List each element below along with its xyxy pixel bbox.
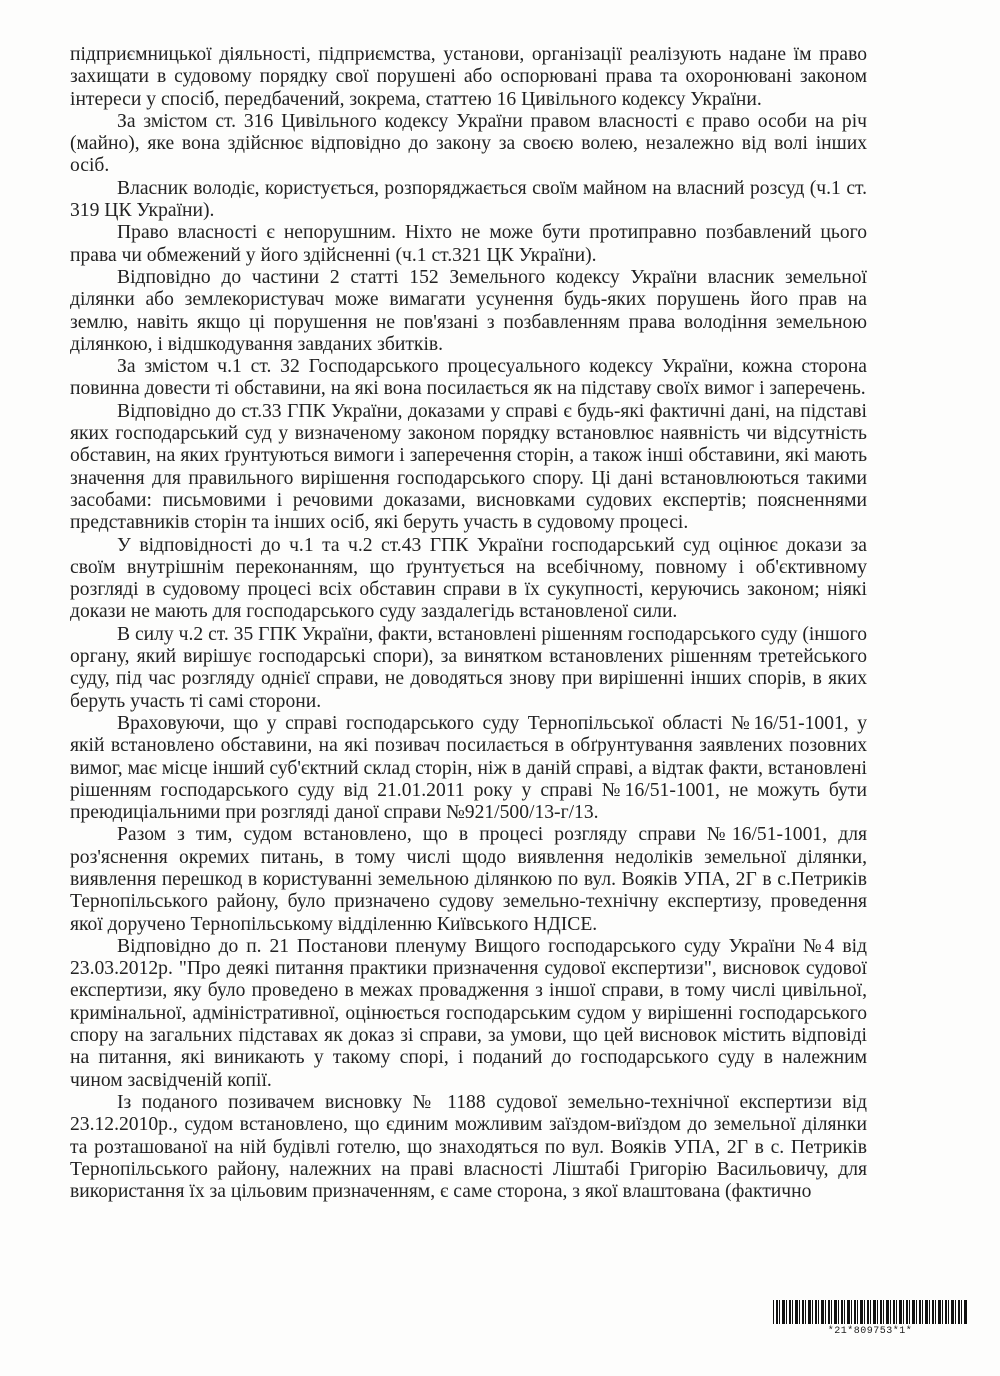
paragraph: Із поданого позивачем висновку № 1188 судової земельно-технічної експертизи від 23.12.2010р., судом встановлено, що єдиним можливим заїздом-виїздом до земельної ділянки та розташованої на ній будівлі готелю, що знаходяться по вул. Вояків УПА, 2Г в с. Петриків Тернопільського району, належних на праві власності Ліштабі Григорію Васильовичу, для використання їх за цільовим призначенням, є саме сторона, з якої влаштована (фактично <box>70 1091 867 1203</box>
paragraph: Відповідно до частини 2 статті 152 Земельного кодексу України власник земельної ділянки або землекористувач може вимагати усунення будь-яких порушень його прав на землю, навіть якщо ці порушення не пов'язані з позбавленням права володіння земельною ділянкою, і відшкодування завданих збитків. <box>70 266 867 355</box>
paragraph: підприємницької діяльності, підприємства, установи, організації реалізують надане їм право захищати в судовому порядку свої порушені або оспорювані права та охоронювані законом інтереси у спосіб, передбачений, зокрема, статтею 16 Цивільного кодексу України. <box>70 44 867 110</box>
paragraph: Відповідно до ст.33 ГПК України, доказами у справі є будь-які фактичні дані, на підставі яких господарський суд у визначеному законом порядку встановлює наявність чи відсутність обставин, на яких ґрунтуються вимоги і заперечення сторін, а також інші обставини, які мають значення для правильного вирішення господарського спору. Ці дані встановлюються такими засобами: письмовими і речовими доказами, висновками судових експертів; поясненнями представників сторін та інших осіб, які беруть участь в судовому процесі. <box>70 400 867 534</box>
paragraph: Власник володіє, користується, розпоряджається своїм майном на власний розсуд (ч.1 ст. 319 ЦК України). <box>70 177 867 222</box>
paragraph: Разом з тим, судом встановлено, що в процесі розгляду справи №16/51-1001, для роз'яснення окремих питань, в тому числі щодо виявлення недоліків земельної ділянки, виявлення перешкод в користуванні земельною ділянкою по вул. Вояків УПА, 2Г в с.Петриків Тернопільського району, було призначено судову земельно-технічну експертизу, проведення якої доручено Тернопільському відділенню Київського НДІСЕ. <box>70 824 867 935</box>
document-body <box>70 44 867 1203</box>
paragraph: За змістом ст. 316 Цивільного кодексу України правом власності є право особи на річ (майно), яке вона здійснює відповідно до закону за своєю волею, незалежно від волі інших осіб. <box>70 110 867 177</box>
barcode-bars <box>773 1300 967 1324</box>
barcode-number: *21*809753*1* <box>827 1326 913 1337</box>
paragraph: В силу ч.2 ст. 35 ГПК України, факти, встановлені рішенням господарського суду (іншого органу, який вирішує господарські спори), за винятком встановлених рішенням третейського суду, під час розгляду однієї справи, не доводяться знову при вирішенні інших спорів, в яких беруть участь ті самі сторони. <box>70 623 867 712</box>
paragraph: У відповідності до ч.1 та ч.2 ст.43 ГПК України господарський суд оцінює докази за своїм внутрішнім переконанням, що ґрунтується на всебічному, повному і об'єктивному розгляді в судовому процесі всіх обставин справи в їх сукупності, керуючись законом; ніякі докази не мають для господарського суду заздалегідь встановленої сили. <box>70 534 867 623</box>
paragraph: Відповідно до п. 21 Постанови пленуму Вищого господарського суду України №4 від 23.03.2012р. "Про деякі питання практики призначення судової експертизи", висновок судової експертизи, яку було проведено в межах провадження з іншої справи, в тому числі цивільної, кримінальної, адміністративної, оцінюється господарським судом у вирішенні господарського спору на загальних підставах як доказ зі справи, за умови, що цей висновок містить відповіді на питання, які виникають у такому спорі, і поданий до господарського суду в належним чином засвідченій копії. <box>70 935 867 1091</box>
paragraph: Враховуючи, що у справі господарського суду Тернопільської області №16/51-1001, у якій встановлено обставини, на які позивач посилається в обґрунтування заявлених позовних вимог, має місце інший суб'єктний склад сторін, ніж в даній справі, а відтак факти, встановлені рішенням господарського суду від 21.01.2011 року у справі №16/51-1001, не можуть бути преюдиціальними при розгляді даної справи №921/500/13-г/13. <box>70 712 867 824</box>
barcode <box>773 1300 967 1342</box>
paragraph: Право власності є непорушним. Ніхто не може бути протиправно позбавлений цього права чи обмежений у його здійсненні (ч.1 ст.321 ЦК України). <box>70 222 867 266</box>
paragraph: За змістом ч.1 ст. 32 Господарського процесуального кодексу України, кожна сторона повинна довести ті обставини, на які вона посилається як на підставу своїх вимог і заперечень. <box>70 356 867 400</box>
